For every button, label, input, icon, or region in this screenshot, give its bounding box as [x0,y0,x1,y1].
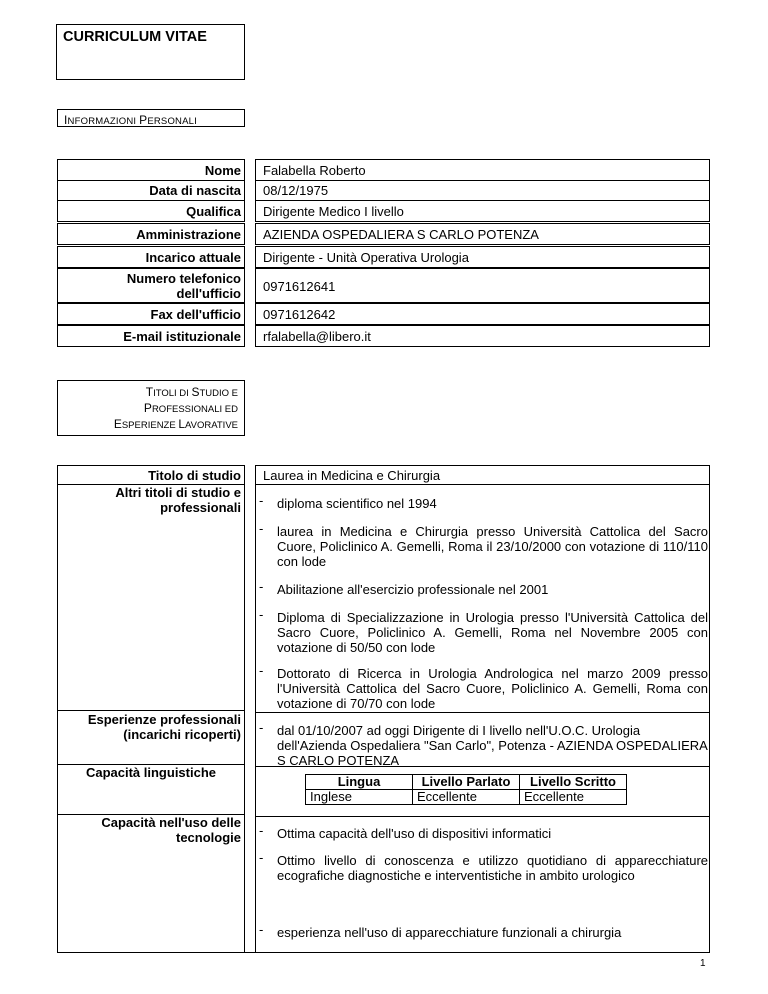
label-line: Altri titoli di studio e [115,485,241,500]
dash-bullet: - [259,493,264,508]
heading-initial: P [143,401,152,415]
heading-initial: P [139,113,148,127]
heading-text: ROFESSIONALI ED [151,404,238,415]
label-line: dell'ufficio [176,286,241,301]
label-incarico-attuale: Incarico attuale [57,246,245,268]
list-item-text: esperienza nell'uso di apparecchiature funzionali a chirurgia [277,925,622,940]
label-tecnologie [57,815,245,845]
heading-line [58,417,238,433]
heading-initial: I [64,113,68,127]
section-studies-heading [57,380,245,436]
label-line: Capacità nell'uso delle [101,815,241,830]
label-numero-telefonico [57,268,245,303]
label-data-nascita: Data di nascita [57,180,245,201]
dash-bullet: - [259,663,264,678]
value-amministrazione: AZIENDA OSPEDALIERA S CARLO POTENZA [255,223,710,245]
dash-bullet: - [259,720,264,735]
label-line: professionali [160,500,241,515]
heading-line [58,401,238,417]
label-line: Esperienze professionali [87,712,241,727]
heading-text: AVORATIVE [185,420,238,431]
label-amministrazione: Amministrazione [57,223,245,245]
value-titolo-studio: Laurea in Medicina e Chirurgia [255,465,710,485]
row-divider [255,766,710,767]
table-row [306,790,627,805]
value-fax: 0971612642 [255,303,710,325]
heading-initial: S [191,385,200,399]
cv-title: CURRICULUM VITAE [56,24,245,80]
list-item-text: Ottimo livello di conoscenza e utilizzo quotidiano di apparecchiature ecografiche diagnostiche e interventistiche in ambito urologico [277,853,708,883]
language-table [305,774,627,805]
heading-text: NFORMAZIONI [67,116,137,127]
label-esperienze [57,712,245,742]
dash-bullet: - [259,823,264,838]
table-header: Livello Scritto [520,775,627,790]
value-qualifica: Dirigente Medico I livello [255,200,710,222]
dash-bullet: - [259,850,264,865]
label-line: tecnologie [175,830,241,845]
list-item-text: laurea in Medicina e Chirurgia presso Università Cattolica del Sacro Cuore, Policlinico A. Gemelli, Roma il 23/10/2000 con votazione di 110/110 con lode [277,524,708,569]
dash-bullet: - [259,521,264,536]
page-number: 1 [700,958,706,969]
value-nome: Falabella Roberto [255,159,710,181]
list-item-text: Ottima capacità dell'uso di dispositivi informatici [277,826,552,841]
value-data-nascita: 08/12/1975 [255,180,710,201]
heading-text: TUDIO E [199,388,238,399]
label-line: (incarichi ricoperti) [123,727,241,742]
value-incarico-attuale: Dirigente - Unità Operativa Urologia [255,246,710,268]
heading-initial: L [178,417,186,431]
heading-text: ERSONALI [147,116,197,127]
heading-text: ITOLI DI [153,388,189,399]
row-divider [255,712,710,713]
dash-bullet: - [259,579,264,594]
list-item-text: Abilitazione all'esercizio professionale nel 2001 [277,582,549,597]
dash-bullet: - [259,607,264,622]
list-item-text: Diploma di Specializzazione in Urologia presso l'Università Cattolica del Sacro Cuore, Policlinico A. Gemelli, Roma nel Novembre 2005 con votazione di 50/50 con lode [277,610,708,655]
footer-divider [57,952,710,953]
label-nome: Nome [57,159,245,181]
label-line: Numero telefonico [126,271,241,286]
dash-bullet: - [259,922,264,937]
table-cell: Inglese [306,790,413,805]
table-header: Livello Parlato [413,775,520,790]
list-item-text: diploma scientifico nel 1994 [277,496,437,511]
heading-initial: E [113,417,122,431]
label-altri-titoli [57,485,245,515]
value-email: rfalabella@libero.it [255,325,710,347]
heading-text: SPERIENZE [121,420,176,431]
row-divider [57,710,245,711]
label-email: E-mail istituzionale [57,325,245,347]
heading-line [58,385,238,401]
label-capacita-linguistiche: Capacità linguistiche [85,765,217,780]
list-item-text: Dottorato di Ricerca in Urologia Andrologica nel marzo 2009 presso l'Università Cattolica del Sacro Cuore, Policlinico A. Gemelli, Roma con votazione di 70/70 con lode [277,666,708,711]
row-divider [255,816,710,817]
heading-initial: T [145,385,154,399]
table-header: Lingua [306,775,413,790]
label-qualifica: Qualifica [57,200,245,222]
label-fax: Fax dell'ufficio [57,303,245,325]
list-item-text: dal 01/10/2007 ad oggi Dirigente di I livello nell'U.O.C. Urologia dell'Azienda Ospedaliera "San Carlo", Potenza - AZIENDA OSPEDALIERA S CARLO POTENZA [277,723,708,768]
value-numero-telefonico: 0971612641 [255,268,710,303]
label-titolo-studio: Titolo di studio [57,465,245,485]
section-personal-info-heading [57,109,245,127]
table-cell: Eccellente [520,790,627,805]
table-header-row [306,775,627,790]
table-cell: Eccellente [413,790,520,805]
